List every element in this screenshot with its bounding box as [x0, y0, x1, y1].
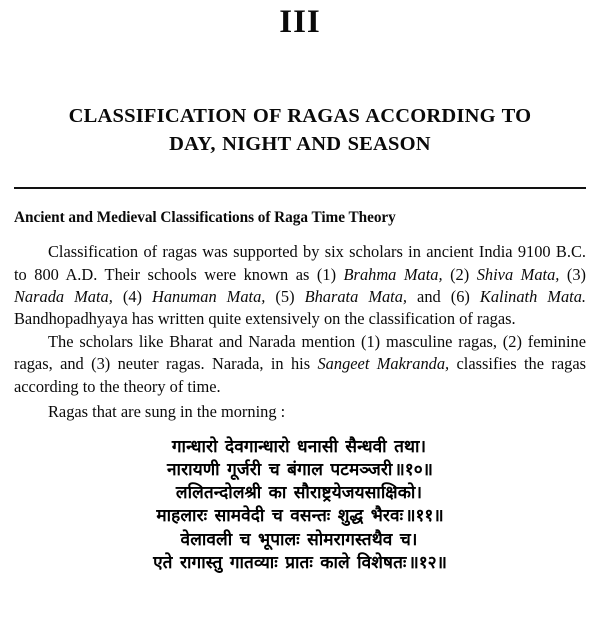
verse-text: माहलारः सामवेदी च वसन्तः शुद्ध भैरवः: [156, 505, 404, 526]
paragraph-1-text-6: and (6): [407, 286, 480, 306]
chapter-numeral: III: [279, 4, 321, 40]
page-title-line-1: CLASSIFICATION OF RAGAS ACCORDING TO: [68, 105, 532, 127]
verse-number: ॥११॥: [405, 505, 444, 526]
paragraph-1: [14, 239, 586, 330]
verse-text: ललितन्दोलश्री का सौराष्ट्रयेजयसाक्षिको।: [175, 482, 423, 503]
verse-text: वेलावली च भूपालः सोमरागस्तथैव च।: [180, 528, 418, 549]
verse-number: [417, 529, 419, 549]
verse-text: एते रागास्तु गातव्याः प्रातः काले विशेषतः: [153, 551, 407, 572]
verse-number: [422, 482, 424, 502]
verse-intro-line: Ragas that are sung in the morning :: [48, 401, 286, 421]
page-title-line-2: DAY, NIGHT AND SEASON: [169, 133, 431, 156]
paragraph-2-text-2: classifies the ragas according to the theory of time.: [14, 354, 586, 396]
verse-line: [14, 504, 586, 527]
raga-school-1: Brahma Mata,: [343, 264, 443, 284]
verse-line: [14, 458, 586, 481]
verse-line: [14, 528, 586, 551]
raga-school-5: Bharata Mata,: [304, 286, 408, 306]
paragraph-1-text-7: Bandhopadhyaya has written quite extensively on the classification of ragas.: [14, 309, 516, 329]
paragraph-1-text-2: (2): [442, 264, 477, 284]
verse-line: [14, 551, 586, 574]
verse-number: [426, 436, 428, 456]
verse-text: नारायणी गूर्जरी च बंगाल पटमञ्जरी: [167, 459, 393, 480]
raga-school-4: Hanuman Mata,: [152, 286, 266, 306]
verse-line: [14, 481, 586, 504]
verse-number: ॥१०॥: [394, 459, 433, 480]
treatise-title: Sangeet Makranda,: [317, 354, 450, 374]
paragraph-2: [14, 330, 586, 398]
header-divider: [14, 187, 586, 189]
paragraph-1-text-3: (3): [559, 264, 587, 284]
raga-school-2: Shiva Mata,: [476, 264, 560, 284]
verse-block: [14, 435, 586, 574]
raga-school-6: Kalinath Mata.: [479, 286, 586, 306]
verse-line: [14, 435, 586, 458]
verse-number: ॥१२॥: [408, 551, 447, 572]
verse-text: गान्धारो देवगान्धारो धनासी सैन्धवी तथा।: [171, 436, 427, 457]
page-title: [14, 102, 586, 159]
paragraph-1-text-5: (5): [265, 286, 305, 306]
paragraph-1-text-1: Classification of ragas was supported by six scholars in ancient India 9100 B.C. to 800 A.D. Their schools were known as (1): [14, 242, 586, 284]
section-heading: Ancient and Medieval Classifications of Raga Time Theory: [14, 208, 396, 226]
paragraph-1-text-4: (4): [112, 286, 152, 306]
paragraph-2-text-1: The scholars like Bharat and Narada mention (1) masculine ragas, (2) feminine ragas, and (3) neuter ragas. Narada, in his: [14, 332, 586, 374]
raga-school-3: Narada Mata,: [14, 286, 113, 306]
